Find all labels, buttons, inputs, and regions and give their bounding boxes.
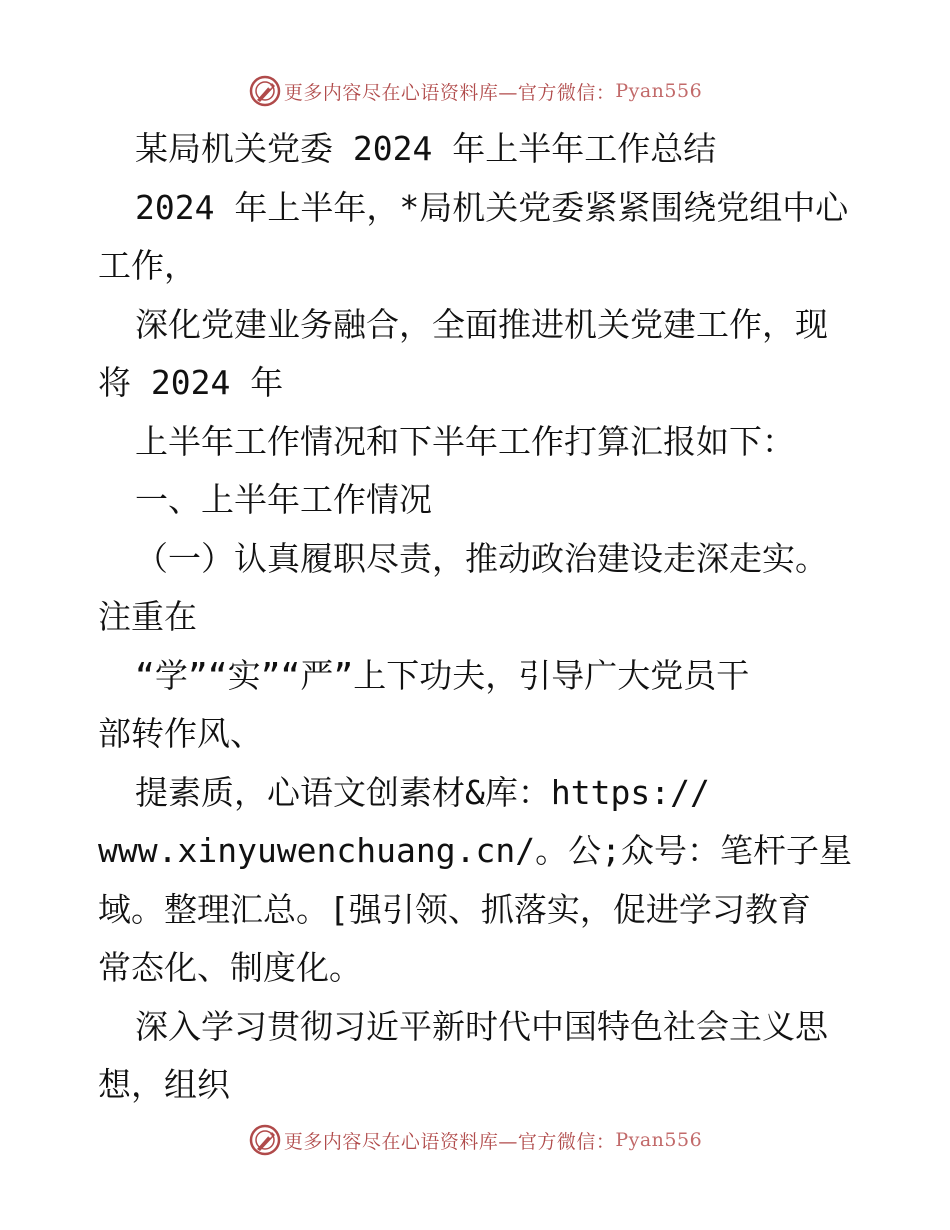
- paragraph-line: 将 2024 年: [98, 363, 284, 402]
- footer-banner-wechat: Pyan556: [615, 1129, 703, 1151]
- paragraph-line: www.xinyuwenchuang.cn/。公;众号：笔杆子星: [98, 831, 852, 870]
- paragraph-line: 上半年工作情况和下半年工作打算汇报如下：: [135, 421, 795, 461]
- paragraph-line: 深入学习贯彻习近平新时代中国特色社会主义思: [135, 1006, 828, 1046]
- paragraph-line: 提素质，心语文创素材&库：https://: [135, 772, 710, 812]
- pen-nib-logo-icon: [248, 1123, 282, 1157]
- document-title: 某局机关党委 2024 年上半年工作总结: [135, 129, 717, 168]
- paragraph-line: 域。整理汇总。[强引领、抓落实，促进学习教育: [98, 889, 811, 929]
- paragraph-line: 2024 年上半年，*局机关党委紧紧围绕党组中心: [135, 187, 849, 227]
- footer-banner: [0, 1120, 950, 1160]
- paragraph-line: 深化党建业务融合，全面推进机关党建工作，现: [135, 304, 828, 344]
- section-heading: 一、上半年工作情况: [135, 480, 432, 519]
- paragraph-line: 想，组织: [98, 1065, 230, 1104]
- header-banner-wechat: Pyan556: [615, 80, 703, 102]
- document-body: [98, 120, 858, 1115]
- header-banner: [0, 71, 950, 111]
- paragraph-line: “学”“实”“严”上下功夫，引导广大党员干: [135, 655, 750, 695]
- paragraph-line: 注重在: [98, 597, 197, 636]
- header-banner-text: 更多内容尽在心语资料库—官方微信：: [283, 81, 616, 104]
- paragraph-line: 常态化、制度化。: [98, 948, 362, 987]
- subsection-heading: （一）认真履职尽责，推动政治建设走深走实。: [135, 538, 828, 578]
- footer-banner-text: 更多内容尽在心语资料库—官方微信：: [283, 1130, 616, 1153]
- pen-nib-logo-icon: [248, 74, 282, 108]
- paragraph-line: 部转作风、: [98, 714, 263, 753]
- paragraph-line: 工作，: [98, 246, 197, 285]
